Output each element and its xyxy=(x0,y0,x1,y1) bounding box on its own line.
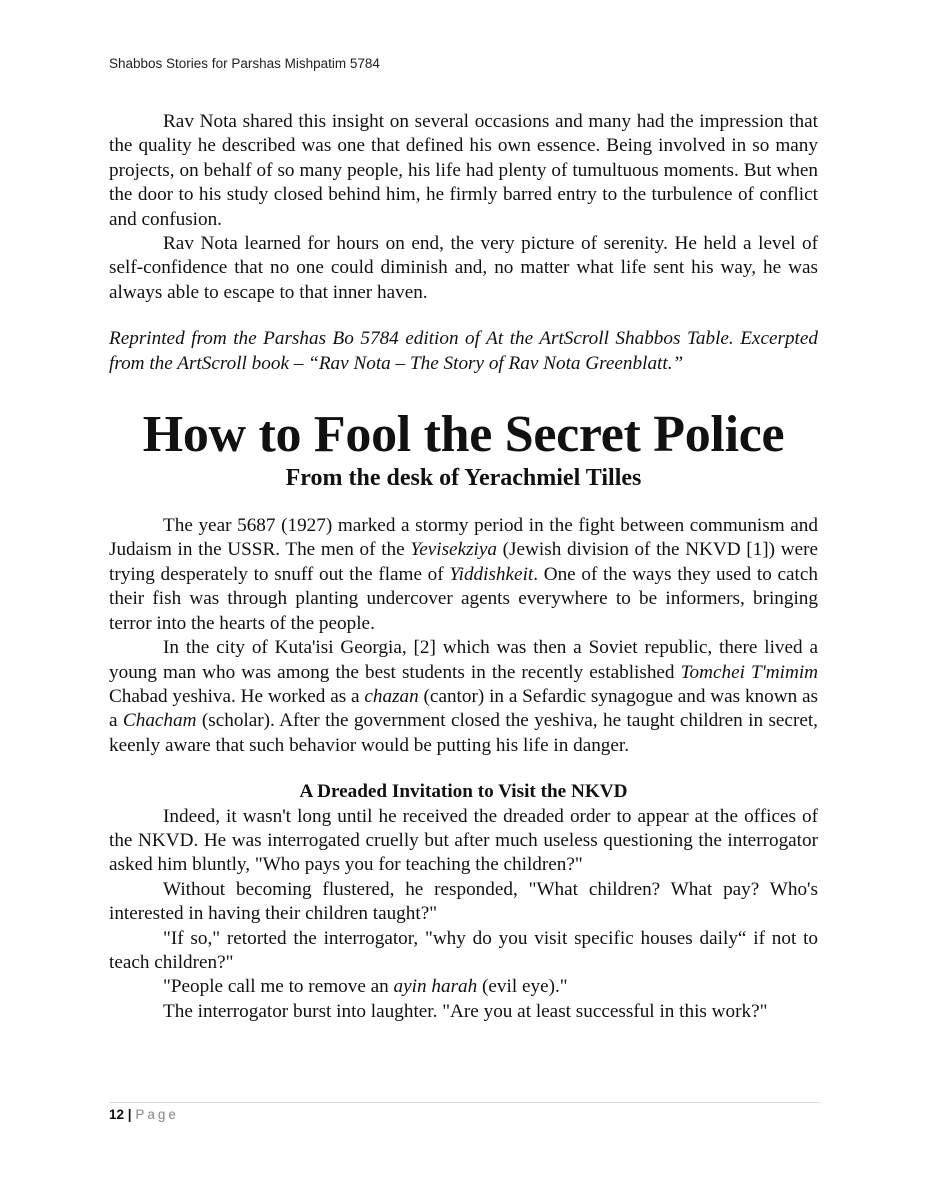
article-title: How to Fool the Secret Police xyxy=(142,406,785,464)
text-run: (cantor) in a Sefardic synagogue and was known as a xyxy=(109,685,819,732)
paragraph xyxy=(109,1000,818,1024)
text-run: "People call me to remove an xyxy=(163,976,394,998)
text-run: (scholar). After the government closed the yeshiva, he taught children in secret, keenly aware that such behavior would be putting his life in danger. xyxy=(109,710,818,756)
paragraph xyxy=(109,878,818,927)
text-run: . One of the ways they used to catch their fish was through planting undercover agents everywhere to be informers, bringing terror into the hearts of the people. xyxy=(109,563,818,634)
paragraph xyxy=(109,232,818,305)
italic-term: Yiddishkeit xyxy=(449,563,534,585)
paragraph xyxy=(109,110,818,232)
text-run: (Jewish division of the NKVD [1]) were trying desperately to snuff out the flame of xyxy=(109,539,818,585)
page-footer xyxy=(109,1102,820,1122)
prev-story xyxy=(109,110,818,305)
text-run: Rav Nota learned for hours on end, the very picture of serenity. He held a level of self-confidence that no one could diminish and, no matter what life sent his way, he was always able to escape to that inner haven. xyxy=(109,233,818,303)
page-number: 12 xyxy=(109,1107,125,1122)
reprint-credit: Reprinted from the Parshas Bo 5784 edition of At the ArtScroll Shabbos Table. Excerpted from the ArtScroll book – “Rav Nota – The Story of Rav Nota Greenblatt.” xyxy=(109,328,818,374)
text-run: "If so," retorted the interrogator, "why do you visit specific houses daily“ if not to teach children?" xyxy=(109,927,818,973)
paragraph xyxy=(109,805,818,878)
italic-term: chazan xyxy=(364,685,419,707)
paragraph xyxy=(109,514,818,636)
article-byline: From the desk of Yerachmiel Tilles xyxy=(285,465,642,492)
italic-term: Yevisekziya xyxy=(410,539,497,561)
section-heading: A Dreaded Invitation to Visit the NKVD xyxy=(299,781,628,803)
article-section xyxy=(109,805,818,1025)
running-header: Shabbos Stories for Parshas Mishpatim 5784 xyxy=(109,56,380,71)
paragraph xyxy=(109,927,818,976)
article-intro xyxy=(109,514,818,758)
paragraph xyxy=(109,975,818,999)
paragraph xyxy=(109,636,818,758)
text-run: (evil eye)." xyxy=(477,976,568,998)
text-run: The year 5687 (1927) marked a stormy period in the fight between communism and Judaism in the USSR. The men of the xyxy=(109,515,818,561)
text-run: Indeed, it wasn't long until he received the dreaded order to appear at the offices of the NKVD. He was interrogated cruelly but after much useless questioning the interrogator asked him bluntly, "Who pays you for teaching the children?" xyxy=(109,805,818,876)
italic-term: Tomchei T'mimim xyxy=(680,661,819,683)
page-label: Page xyxy=(135,1107,179,1122)
italic-term: ayin harah xyxy=(393,976,478,998)
text-run: Chabad yeshiva. He worked as a xyxy=(109,685,365,707)
document-body xyxy=(109,110,818,1024)
text-run: The interrogator burst into laughter. "Are you at least successful in this work?" xyxy=(163,1000,768,1022)
text-run: In the city of Kuta'isi Georgia, [2] which was then a Soviet republic, there lived a young man who was among the best students in the recently established xyxy=(109,637,818,683)
text-run: Without becoming flustered, he responded, "What children? What pay? Who's interested in having their children taught?" xyxy=(109,878,818,925)
italic-term: Chacham xyxy=(122,710,197,732)
footer-separator: | xyxy=(127,1107,132,1122)
text-run: Rav Nota shared this insight on several occasions and many had the impression that the quality he described was one that defined his own essence. Being involved in so many projects, on behalf of so many people, his life had plenty of tumultuous moments. But when the door to his study closed behind him, he firmly barred entry to the turbulence of conflict and confusion. xyxy=(109,111,818,230)
